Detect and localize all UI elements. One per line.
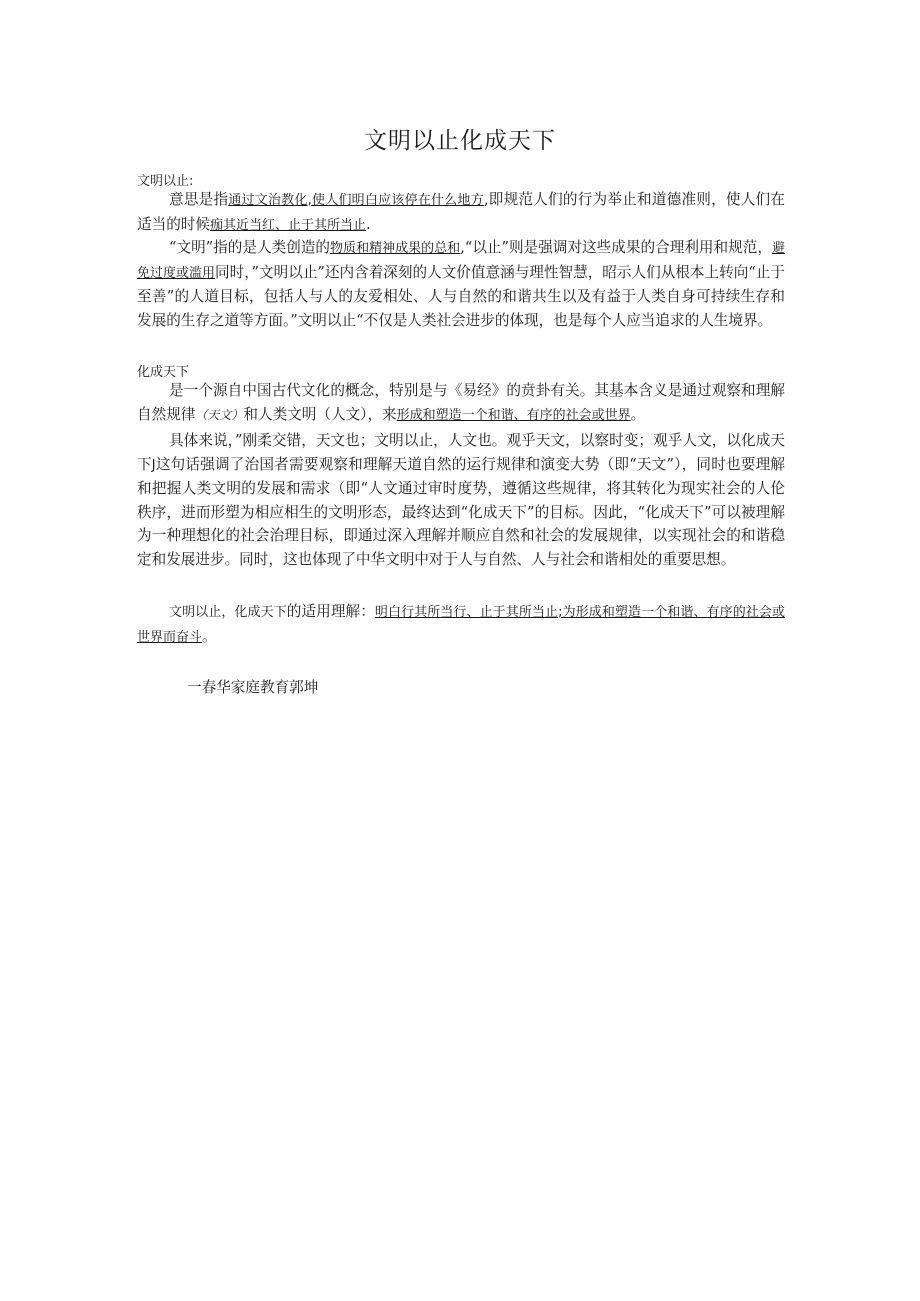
text-run: “文明”指的是人类创造的 <box>169 239 331 256</box>
underlined-phrase: 形成和塑造一个和谐、有序的社会或世界 <box>396 407 631 423</box>
underlined-phrase: 通过文治教化,使人们明白应该停在什么地方 <box>228 193 484 208</box>
text-run: J <box>151 457 156 473</box>
text-run: 。 <box>202 627 217 645</box>
text-run: ,“以止”则是强调对这些成果的合理利用和规范， <box>460 239 772 256</box>
paragraph-huacheng-detail <box>137 429 785 572</box>
text-run: 的适用理解： <box>286 603 375 620</box>
paragraph-application <box>137 600 785 649</box>
underlined-phrase: 避免过度或滥用 <box>137 241 785 281</box>
text-run: ,即规范人们的行为举止和道德准则，使人们在适当的时候 <box>137 191 785 233</box>
text-run: 和人类文明（人文） <box>243 405 368 423</box>
text-run: 具体来说，”刚柔交错，天文也；文明以止，人文也。观乎天文，以察时变；观乎人文，以化成天下 <box>137 432 785 473</box>
text-run: 这句话强调了治国者需要观察和理解天道自然的运行规律和演变大势（即“天文”），同时也要理解和把握人类文明的发展和需求（即“人文通过审时度势，遵循这些规律，将其转化为现实社会的人伦秩序，进而形塑为相应相生的文明形态，最终达到“化成天下”的目标。因此，“化成天下”可以被理解为一种理想化的社会治理目标，即通过深入理解并顺应自然和社会的发展规律，以实现社会的和谐稳定和发展进步。同时，这也体现了中华文明中对于人与自然、人与社会和谐相处的重要思想。 <box>137 455 785 568</box>
text-run: 同时，”文明以止”还内含着深刻的人文价值意涵与理性智慧，昭示人们从根本上转向“止于至善”的人道目标，包括人与人的友爱相处、人与自然的和谐共生以及有益于人类自身可持续生存和发展的生存之道等方面。”文明以止“不仅是人类社会进步的体现，也是每个人应当追求的人生境界。 <box>137 263 785 329</box>
section-heading-huacheng-tianxia: 化成天下 <box>137 365 190 380</box>
text-run: 意思是指 <box>169 191 229 208</box>
paragraph-wenming-explanation <box>137 236 785 332</box>
author-signature: 一春华家庭教育郭坤 <box>187 679 319 696</box>
underlined-phrase: 痂其近当红、止于其所当止 <box>209 217 366 233</box>
text-run: ，来 <box>367 405 397 423</box>
underlined-phrase: 物质和精神成果的总和 <box>330 241 461 256</box>
paragraph-wenming-meaning <box>137 188 785 237</box>
text-run: 。 <box>630 405 646 423</box>
document-title: 文明以止化成天下 <box>364 128 556 154</box>
text-run: 是一个源自中国古代文化的概念，特别是与《易经》的贲卦有关。其基本含义是通过观察和理解自然规律 <box>137 382 785 423</box>
underlined-phrase: 明白行其所当行、止于其所当止;为形成和塑造一个和谐、有序的社会或世界而奋斗 <box>137 605 785 645</box>
paragraph-huacheng-meaning <box>137 379 785 427</box>
text-run: 文明以止，化成天下 <box>169 605 287 620</box>
text-run: . <box>366 215 371 233</box>
italic-phrase: （天文） <box>195 407 244 422</box>
section-heading-wenming-yizhi: 文明以止: <box>137 174 194 189</box>
